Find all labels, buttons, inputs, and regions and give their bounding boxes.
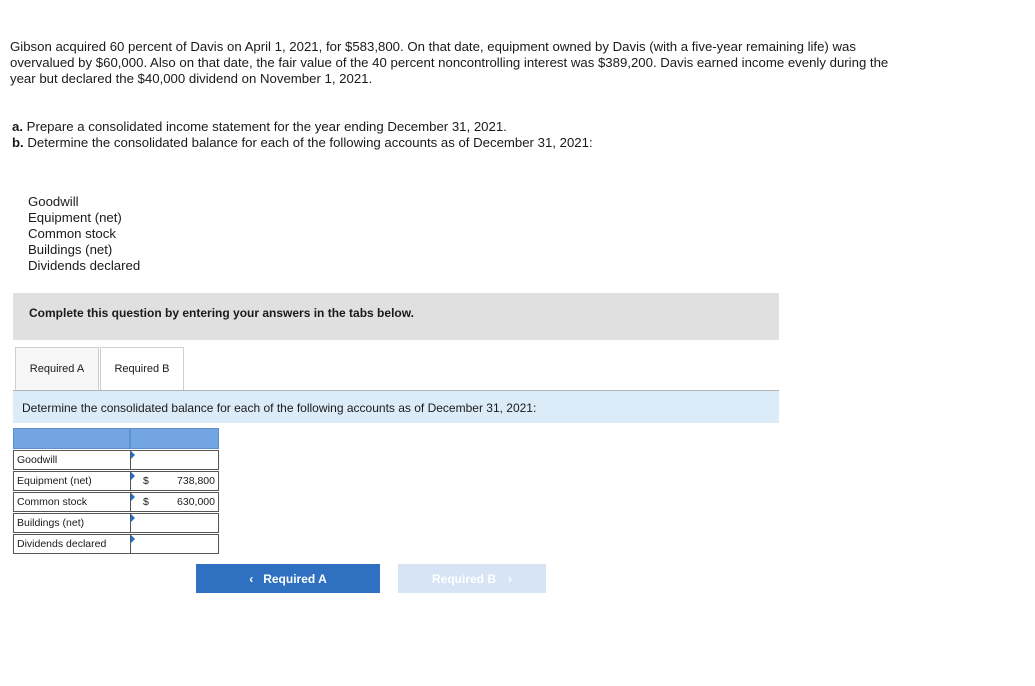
prev-button-label: Required A: [263, 571, 327, 586]
account-item: Buildings (net): [28, 242, 113, 257]
tab-required-b[interactable]: Required B: [100, 347, 184, 390]
common-stock-input[interactable]: [130, 492, 219, 512]
input-value: 630,000: [177, 496, 215, 508]
tab-required-a[interactable]: Required A: [15, 347, 99, 390]
banner-text: Complete this question by entering your answers in the tabs below.: [29, 306, 414, 320]
input-value: 738,800: [177, 475, 215, 487]
account-item: Equipment (net): [28, 210, 122, 225]
currency-symbol: $: [143, 496, 149, 508]
buildings-input[interactable]: [130, 513, 219, 533]
prev-required-a-button[interactable]: [196, 564, 380, 593]
chevron-left-icon: ‹: [249, 571, 254, 586]
row-label-equipment: Equipment (net): [13, 471, 131, 491]
equipment-input[interactable]: [130, 471, 219, 491]
input-marker-icon: [131, 514, 135, 522]
req-a-text: Prepare a consolidated income statement for the year ending December 31, 2021.: [23, 119, 507, 134]
row-label-dividends: Dividends declared: [13, 534, 131, 554]
table-header-value: [130, 428, 219, 449]
row-label-goodwill: Goodwill: [13, 450, 131, 470]
next-required-b-button: [398, 564, 546, 593]
req-a-prefix: a.: [12, 119, 23, 134]
instruction-bar: [13, 391, 779, 423]
goodwill-input[interactable]: [130, 450, 219, 470]
input-marker-icon: [131, 472, 135, 480]
account-item: Common stock: [28, 226, 116, 241]
requirements: [12, 119, 593, 151]
req-b-text: Determine the consolidated balance for each of the following accounts as of December 31, 2021:: [23, 135, 593, 150]
requirement-b: [12, 135, 593, 151]
req-b-prefix: b.: [12, 135, 24, 150]
row-label-common-stock: Common stock: [13, 492, 131, 512]
instructions-banner: [13, 293, 779, 340]
account-item: Goodwill: [28, 194, 79, 209]
account-list: [28, 194, 140, 274]
row-label-buildings: Buildings (net): [13, 513, 131, 533]
requirement-a: [12, 119, 593, 135]
dividends-input[interactable]: [130, 534, 219, 554]
currency-symbol: $: [143, 475, 149, 487]
chevron-right-icon: ›: [508, 571, 512, 586]
next-button-label: Required B: [431, 571, 496, 586]
input-marker-icon: [131, 493, 135, 501]
account-item: Dividends declared: [28, 258, 141, 273]
table-header-label: [13, 428, 130, 449]
instruction-text: Determine the consolidated balance for each of the following accounts as of December 31, 2021:: [22, 401, 537, 415]
input-marker-icon: [131, 451, 135, 459]
problem-intro: Gibson acquired 60 percent of Davis on April 1, 2021, for $583,800. On that date, equipment owned by Davis (with a five-year remaining life) was overvalued by $60,000. Also on that date, the fair value of the 40 percent noncontrolling interest was $389,200. Davis earned income evenly during the year but declared the $40,000 dividend on November 1, 2021.: [10, 39, 889, 86]
input-marker-icon: [131, 535, 135, 543]
